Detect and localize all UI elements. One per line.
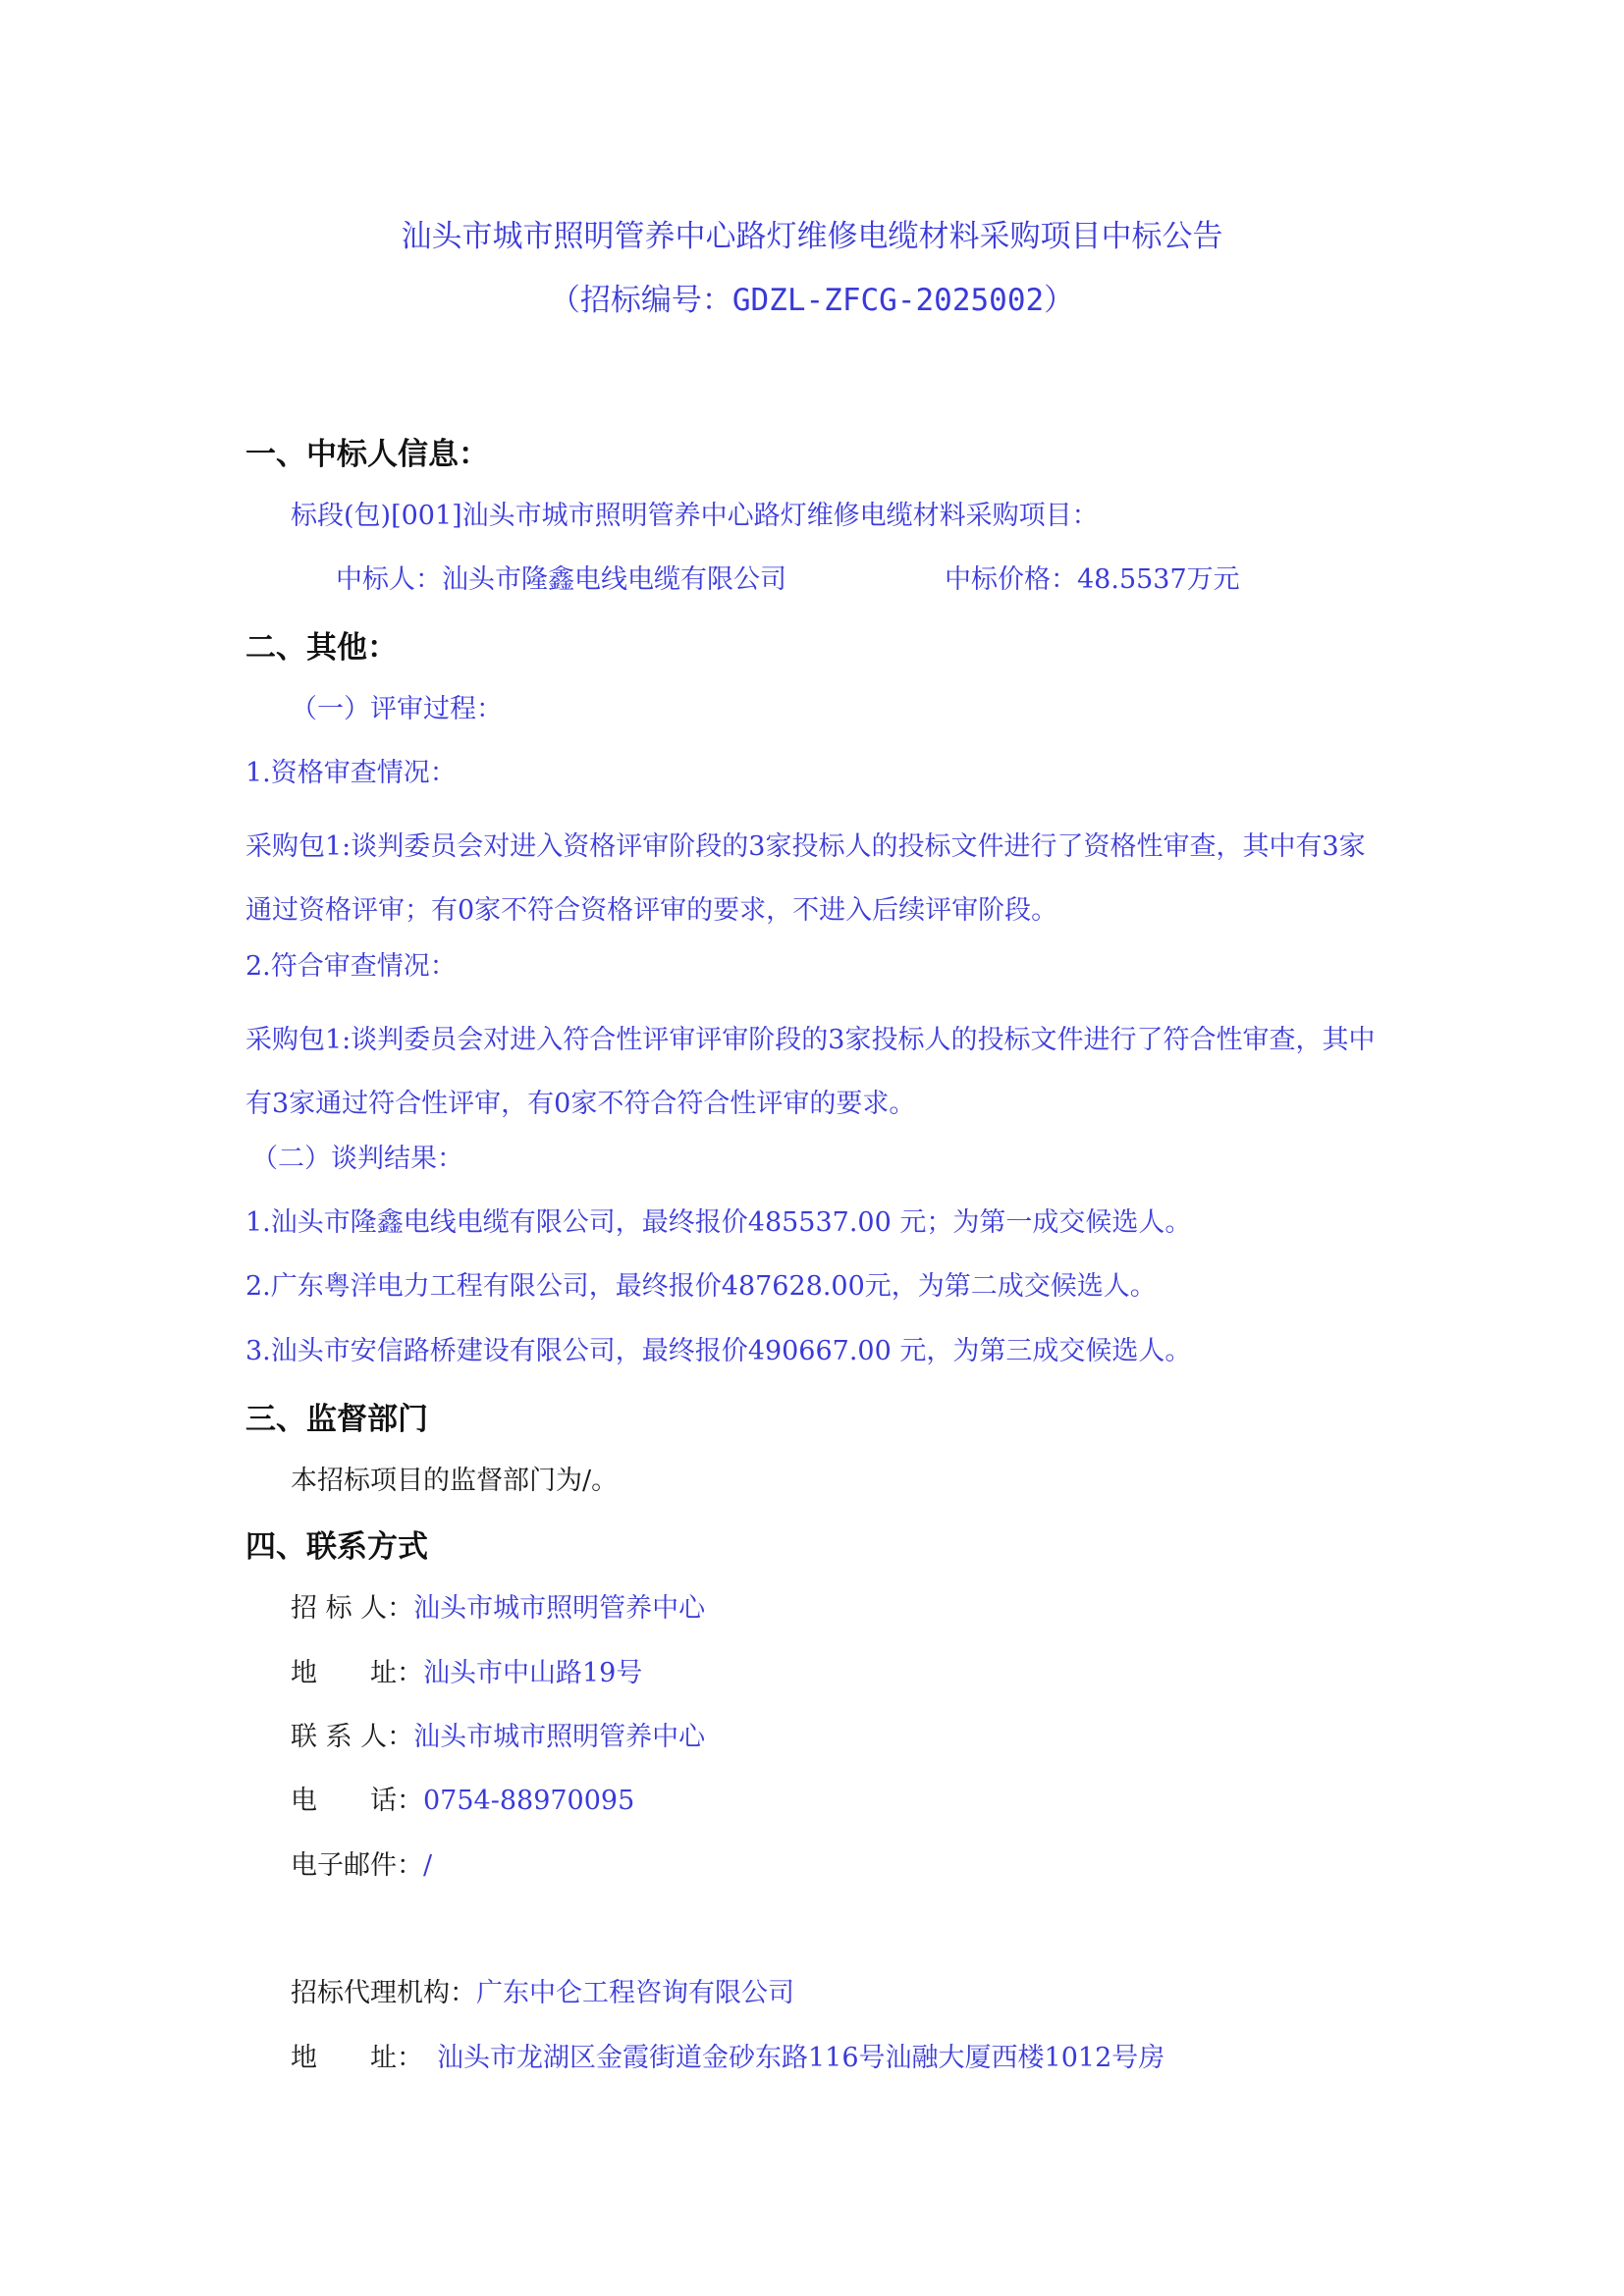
phone-label: 电 话： xyxy=(291,1786,423,1816)
price-line xyxy=(945,558,1240,596)
email-value: / xyxy=(423,1850,433,1881)
section-2-heading: 二、其他： xyxy=(245,630,398,666)
section-3-heading: 三、监督部门 xyxy=(245,1402,428,1437)
address-label: 地 址： xyxy=(291,1658,423,1688)
supervision-text: 本招标项目的监督部门为/。 xyxy=(291,1466,619,1496)
tenderer-label: 招 标 人： xyxy=(291,1593,414,1624)
phone-line xyxy=(291,1779,634,1817)
result-item-1: 1.汕头市隆鑫电线电缆有限公司，最终报价485537.00 元；为第一成交候选人。 xyxy=(245,1207,1192,1238)
agency-address-label: 地 址： xyxy=(291,2043,423,2073)
email-line xyxy=(291,1843,432,1882)
winner-label: 中标人： xyxy=(336,564,442,595)
email-label: 电子邮件： xyxy=(291,1850,423,1881)
result-item-3: 3.汕头市安信路桥建设有限公司，最终报价490667.00 元，为第三成交候选人。 xyxy=(245,1336,1192,1366)
contact-line xyxy=(291,1715,705,1753)
address-value: 汕头市中山路19号 xyxy=(423,1658,643,1688)
agency-line xyxy=(291,1971,794,2009)
agency-label: 招标代理机构： xyxy=(291,1978,476,2008)
contact-value: 汕头市城市照明管养中心 xyxy=(413,1722,706,1752)
agency-value: 广东中仑工程咨询有限公司 xyxy=(476,1978,794,2008)
result-item-2: 2.广东粤洋电力工程有限公司，最终报价487628.00元，为第二成交候选人。 xyxy=(245,1271,1157,1302)
bid-number xyxy=(0,275,1624,319)
bid-number-value: GDZL-ZFCG-2025002 xyxy=(731,283,1045,318)
section-4-heading: 四、联系方式 xyxy=(245,1529,428,1565)
agency-address-line xyxy=(291,2036,1164,2074)
page-title: 汕头市城市照明管养中心路灯维修电缆材料采购项目中标公告 xyxy=(401,219,1223,254)
qualification-title: 1.资格审查情况： xyxy=(245,758,457,788)
winner-line xyxy=(336,558,786,596)
bid-number-prefix: （招标编号： xyxy=(549,283,732,318)
price-value: 48.5537万元 xyxy=(1077,564,1240,595)
tenderer-line xyxy=(291,1586,705,1625)
agency-address-value: 汕头市龙湖区金霞街道金砂东路116号汕融大厦西楼1012号房 xyxy=(437,2043,1165,2073)
review-process-subheading: （一）评审过程： xyxy=(291,694,503,724)
qualification-text: 采购包1:谈判委员会对进入资格评审阶段的3家投标人的投标文件进行了资格性审查，其中有3家通过资格评审；有0家不符合资格评审的要求，不进入后续评审阶段。 xyxy=(245,831,1366,926)
phone-value: 0754-88970095 xyxy=(423,1786,635,1816)
tenderer-value: 汕头市城市照明管养中心 xyxy=(413,1593,706,1624)
section-1-heading: 一、中标人信息： xyxy=(245,437,489,472)
price-label: 中标价格： xyxy=(945,564,1077,595)
winner-name: 汕头市隆鑫电线电缆有限公司 xyxy=(442,564,786,595)
negotiation-result-subheading: （二）谈判结果： xyxy=(251,1144,463,1174)
bid-number-suffix: ） xyxy=(1044,283,1075,318)
conformity-text: 采购包1:谈判委员会对进入符合性评审评审阶段的3家投标人的投标文件进行了符合性审查，其中有3家通过符合性评审，有0家不符合符合性评审的要求。 xyxy=(245,1025,1376,1119)
conformity-title: 2.符合审查情况： xyxy=(245,951,457,982)
contact-label: 联 系 人： xyxy=(291,1722,414,1752)
lot-line: 标段(包)[001]汕头市城市照明管养中心路灯维修电缆材料采购项目： xyxy=(291,501,1099,531)
address-line xyxy=(291,1651,642,1689)
